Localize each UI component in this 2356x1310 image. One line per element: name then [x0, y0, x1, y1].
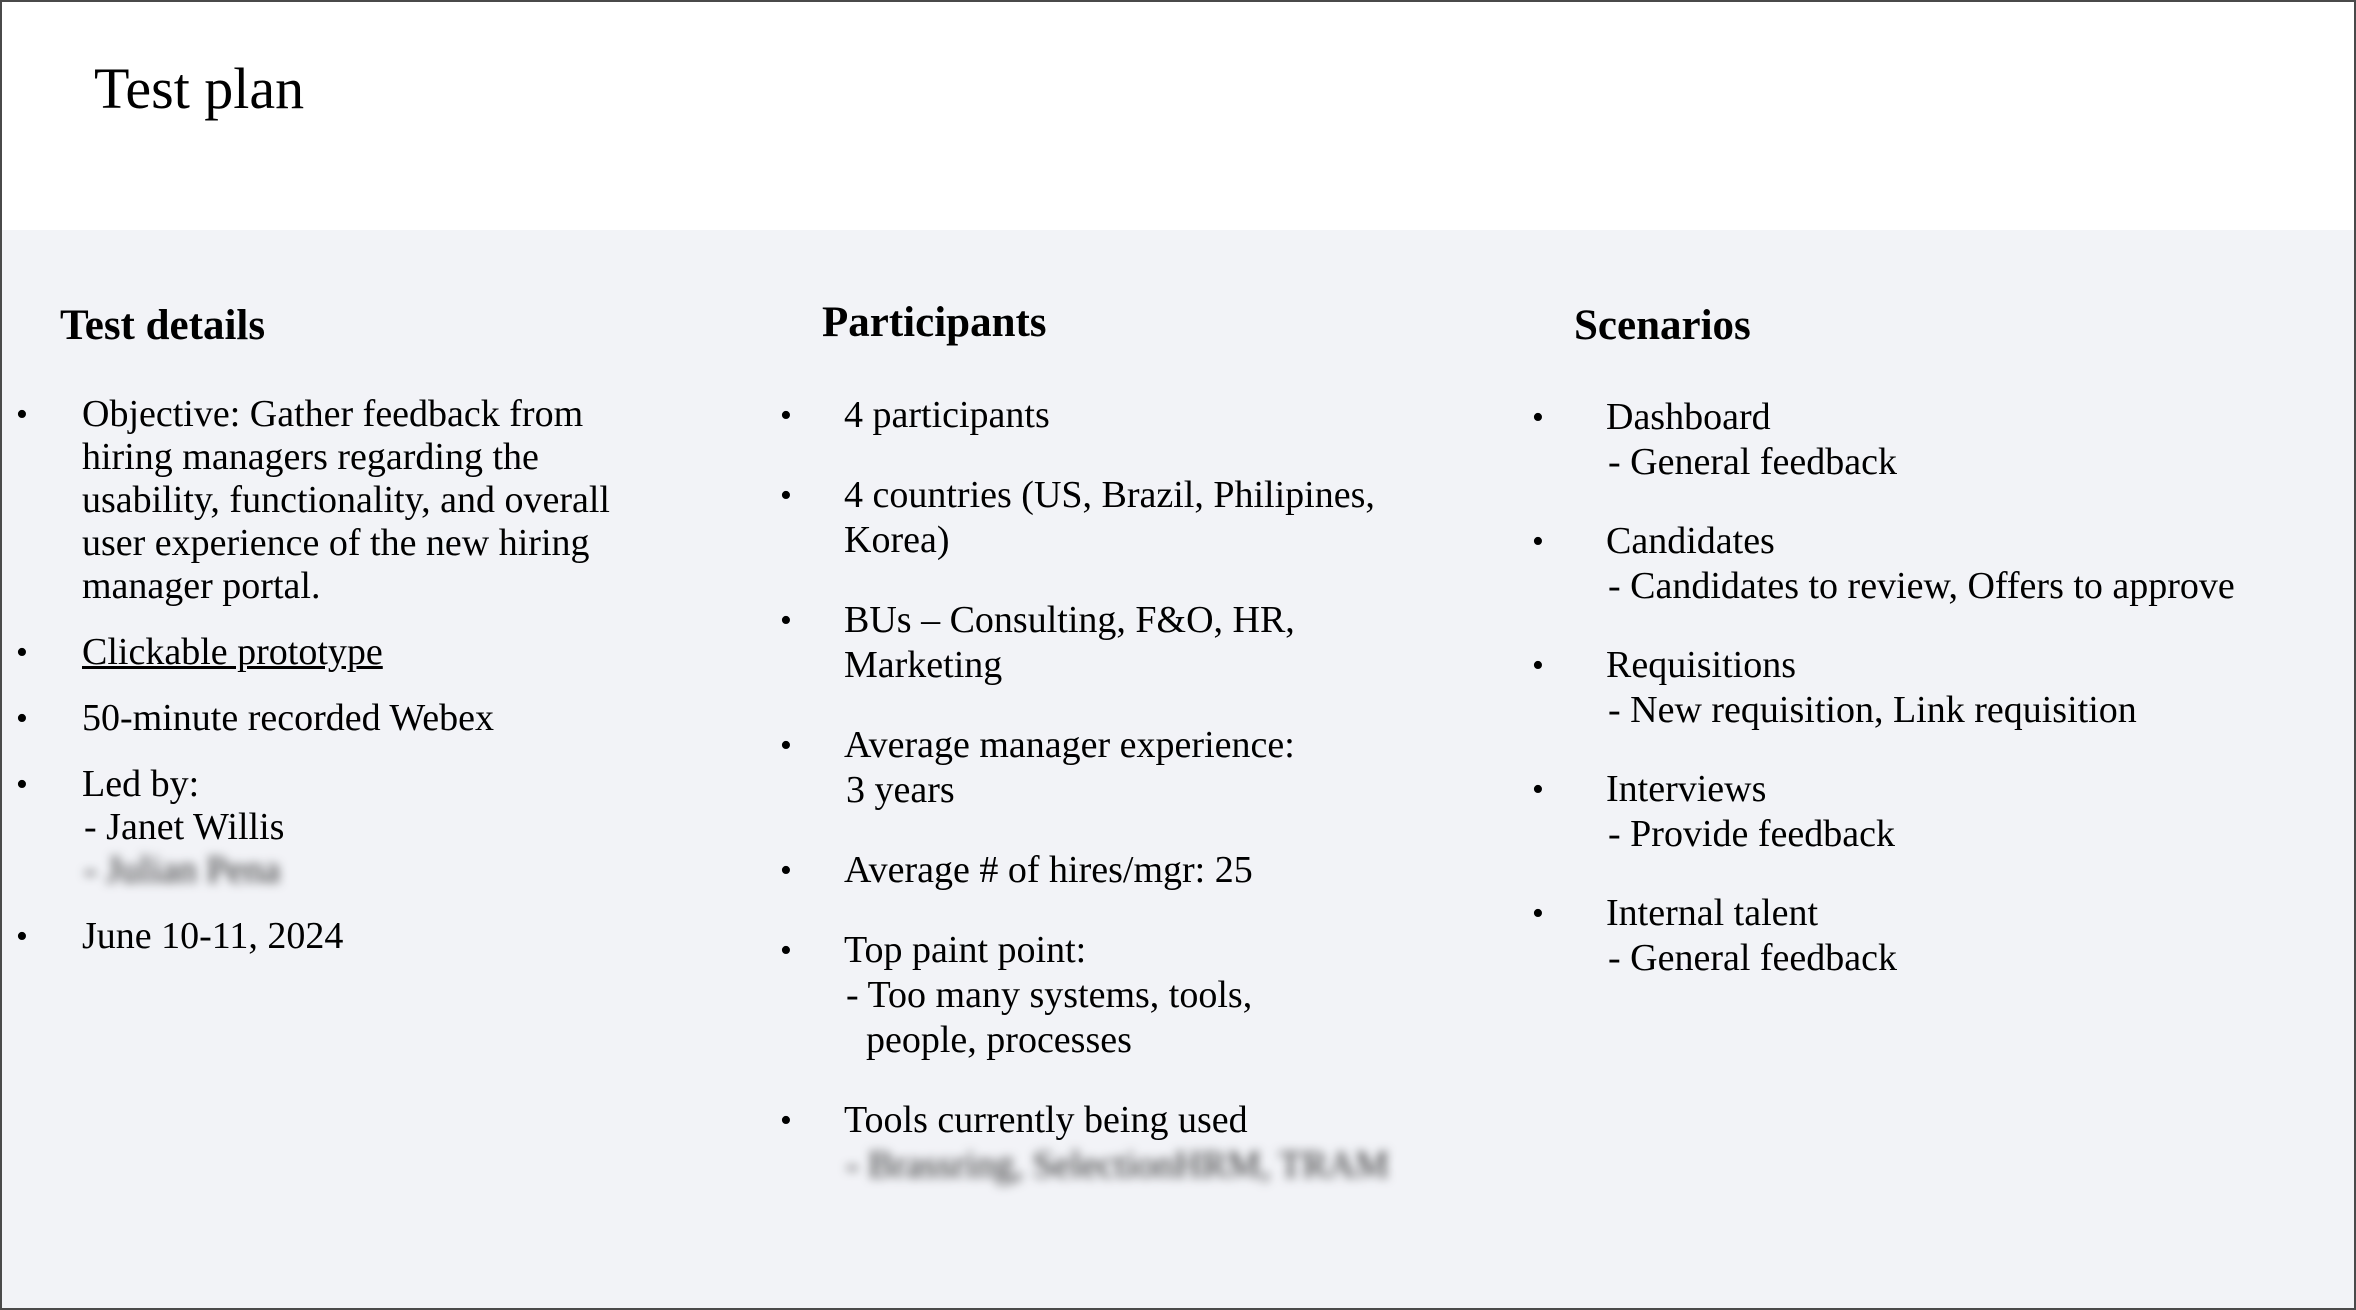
test-details-heading: Test details [60, 302, 266, 349]
scenario-name: • Requisitions [1606, 644, 1797, 686]
tools-label: • Tools currently being used [844, 1099, 1248, 1141]
session-item [2, 697, 682, 740]
dates-text: June 10-11, 2024 [82, 915, 344, 957]
scenario-detail: - New requisition, Link requisition [1608, 689, 2137, 731]
scenario-name: • Dashboard [1606, 396, 1771, 438]
experience-item [764, 723, 1454, 813]
title-area [2, 2, 2354, 230]
scenarios-list [1526, 395, 2266, 1015]
session-text: 50-minute recorded Webex [82, 697, 494, 739]
leader-name: - Janet Willis [84, 806, 285, 848]
scenario-item [1526, 767, 2266, 857]
led-by-item [2, 763, 682, 892]
prototype-link[interactable]: Clickable prototype [82, 631, 383, 673]
prototype-item [2, 631, 682, 674]
led-by-label: • Led by: [82, 763, 200, 805]
dates-item [2, 915, 682, 958]
scenario-detail: - General feedback [1608, 441, 1898, 483]
pain-point-item [764, 928, 1454, 1063]
scenario-detail: - General feedback [1608, 937, 1898, 979]
hires-text: Average # of hires/mgr: 25 [844, 849, 1253, 891]
pain-point-label: • Top paint point: [844, 929, 1087, 971]
business-units-item [764, 598, 1454, 688]
countries-item [764, 473, 1454, 563]
scenario-item [1526, 643, 2266, 733]
pain-point-line-2: people, processes [866, 1019, 1132, 1061]
scenario-detail: - Candidates to review, Offers to approve [1608, 565, 2235, 607]
experience-value: 3 years [846, 769, 955, 811]
experience-label: • Average manager experience: [844, 724, 1295, 766]
scenario-item [1526, 891, 2266, 981]
business-units-text: BUs – Consulting, F&O, HR, Marketing [844, 599, 1295, 686]
participant-count-text: 4 participants [844, 394, 1050, 436]
objective-text: Objective: Gather feedback from hiring managers regarding the usability, functionality, and overall user experience of the new hiring manager portal. [82, 393, 610, 607]
scenarios-heading: Scenarios [1574, 302, 1751, 349]
objective-item [2, 393, 682, 608]
leader-name-redacted: - Julian Pena [84, 849, 281, 891]
participant-count-item [764, 393, 1454, 438]
tools-value-redacted: - Brassring, SelectionHRM, TRAM [846, 1144, 1389, 1186]
scenario-item [1526, 395, 2266, 485]
test-details-list [2, 393, 682, 981]
pain-point-line-1: - Too many systems, tools, [846, 974, 1253, 1016]
tools-item [764, 1098, 1454, 1188]
countries-text: 4 countries (US, Brazil, Philipines, Korea) [844, 474, 1375, 561]
scenario-name: • Internal talent [1606, 892, 1819, 934]
participants-list [764, 393, 1454, 1223]
scenario-name: • Candidates [1606, 520, 1775, 562]
scenario-item [1526, 519, 2266, 609]
scenario-name: • Interviews [1606, 768, 1767, 810]
hires-item [764, 848, 1454, 893]
page-title: Test plan [94, 56, 305, 121]
content-area [2, 230, 2354, 1310]
scenario-detail: - Provide feedback [1608, 813, 1895, 855]
participants-heading: Participants [822, 299, 1047, 346]
